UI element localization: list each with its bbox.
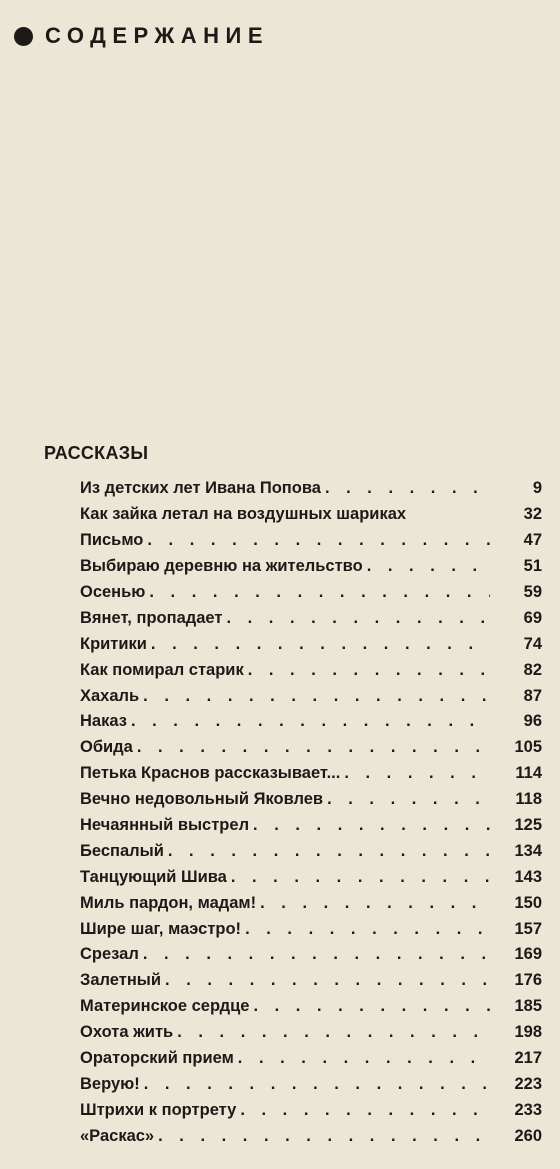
toc-entry-page: 32 [523, 505, 542, 524]
toc-entry-page: 114 [515, 764, 542, 783]
toc-entry-title: Выбираю деревню на жительство [80, 557, 363, 576]
toc-entry [80, 580, 542, 606]
toc-entry-title: Охота жить [80, 1023, 174, 1042]
toc-entry-page: 260 [514, 1126, 542, 1145]
toc-entry-page: 69 [523, 608, 542, 627]
toc-entry [80, 709, 542, 735]
toc-leader-dots [137, 738, 490, 757]
toc-leader-dots [226, 609, 490, 628]
section-title: РАССКАЗЫ [44, 443, 149, 463]
toc-entry-title: Наказ [80, 712, 127, 731]
toc-entry [80, 942, 542, 968]
toc-entry-title: Из детских лет Ивана Попова [80, 479, 321, 498]
toc-leader-dots [253, 997, 490, 1016]
toc-entry-page: 96 [523, 712, 542, 731]
toc-entry-title: Критики [80, 634, 147, 653]
toc-entry-page: 217 [514, 1049, 542, 1068]
toc-entry-title: Как зайка летал на воздушных шариках [80, 505, 407, 524]
toc-leader-dots [147, 531, 490, 550]
toc-entry-title: Вянет, пропадает [80, 608, 223, 627]
toc-entry [80, 1071, 542, 1097]
toc-leader-dots [248, 661, 490, 680]
toc-leader-dots [344, 764, 490, 783]
toc-entry-title: Беспалый [80, 841, 164, 860]
toc-leader-dots [240, 1101, 490, 1120]
toc-entry-page: 9 [532, 479, 542, 498]
toc-entry-title: Срезал [80, 945, 139, 964]
toc-leader-dots [149, 583, 490, 602]
toc-entry-title: Залетный [80, 971, 162, 990]
toc-leader-dots [367, 557, 490, 576]
toc-leader-dots [143, 945, 490, 964]
toc-entry-title: Вечно недовольный Яковлев [80, 790, 324, 809]
toc-leader-dots [177, 1023, 490, 1042]
toc-entry [80, 787, 542, 813]
toc-entry [80, 1020, 542, 1046]
toc-entry-title: Письмо [80, 531, 144, 550]
toc-entry-page: 198 [514, 1023, 542, 1042]
toc-entry-title: «Раскас» [80, 1126, 155, 1145]
contents-header [14, 22, 269, 50]
toc-entry-page: 157 [514, 919, 542, 938]
toc-leader-dots [238, 1049, 490, 1068]
toc-entry [80, 657, 542, 683]
toc-leader-dots [144, 1075, 490, 1094]
toc-entry [80, 683, 542, 709]
toc-entry-page: 82 [523, 660, 542, 679]
toc-leader-dots [168, 842, 490, 861]
toc-entry-title: Верую! [80, 1074, 140, 1093]
toc-entry [80, 502, 542, 528]
toc-entry-page: 105 [514, 738, 542, 757]
toc-entry [80, 1123, 542, 1149]
toc-entry [80, 605, 542, 631]
toc-entry [80, 813, 542, 839]
toc-entry-title: Обида [80, 738, 133, 757]
toc-leader-dots [253, 816, 490, 835]
contents-title: СОДЕРЖАНИЕ [45, 23, 270, 48]
toc-entry-page: 74 [523, 634, 542, 653]
toc-entry-page: 51 [523, 557, 542, 576]
toc-entry [80, 761, 542, 787]
toc-leader-dots [165, 971, 490, 990]
toc-entry-title: Миль пардон, мадам! [80, 893, 257, 912]
toc-entry [80, 890, 542, 916]
toc-leader-dots [231, 868, 490, 887]
toc-entry [80, 838, 542, 864]
toc-leader-dots [158, 1127, 490, 1146]
toc-entry [80, 916, 542, 942]
toc-leader-dots [327, 790, 490, 809]
toc-leader-dots [143, 687, 490, 706]
toc-entry [80, 968, 542, 994]
toc-entry [80, 994, 542, 1020]
toc-entry-title: Штрихи к портрету [80, 1100, 237, 1119]
toc-leader-dots [245, 920, 490, 939]
toc-entry-title: Материнское сердце [80, 997, 250, 1016]
toc-entry [80, 476, 542, 502]
toc-entry [80, 528, 542, 554]
toc-entry-page: 150 [514, 893, 542, 912]
toc-entry-page: 233 [514, 1100, 542, 1119]
toc-entry-title: Петька Краснов рассказывает... [80, 764, 341, 783]
toc-entry-page: 125 [514, 816, 542, 835]
toc-entry-page: 185 [514, 997, 542, 1016]
bullet-icon [14, 27, 33, 46]
toc-leader-dots [131, 712, 490, 731]
toc-entry-page: 176 [514, 971, 542, 990]
toc-entry-page: 59 [523, 583, 542, 601]
toc-entry-page: 223 [514, 1074, 542, 1093]
toc-entry [80, 554, 542, 580]
toc-leader-dots [151, 635, 490, 654]
toc-entry-page: 87 [523, 686, 542, 705]
toc-entry-title: Танцующий Шива [80, 867, 227, 886]
toc-entry-title: Хахаль [80, 686, 140, 705]
toc-entry-page: 134 [514, 841, 542, 860]
toc-leader-dots [260, 894, 490, 913]
toc-entry [80, 864, 542, 890]
toc-entry-title: Шире шаг, маэстро! [80, 919, 242, 938]
toc-entry [80, 1046, 542, 1072]
toc-entry-title: Осенью [80, 583, 146, 601]
toc-entry [80, 1097, 542, 1123]
table-of-contents [80, 476, 542, 1149]
toc-entry [80, 631, 542, 657]
toc-entry-title: Нечаянный выстрел [80, 816, 250, 835]
toc-entry-title: Как помирал старик [80, 660, 244, 679]
toc-entry [80, 735, 542, 761]
toc-leader-dots [325, 479, 490, 498]
toc-entry-title: Ораторский прием [80, 1049, 234, 1068]
toc-entry-page: 143 [514, 867, 542, 886]
toc-entry-page: 169 [514, 945, 542, 964]
toc-entry-page: 118 [515, 790, 542, 809]
toc-entry-page: 47 [523, 531, 542, 550]
